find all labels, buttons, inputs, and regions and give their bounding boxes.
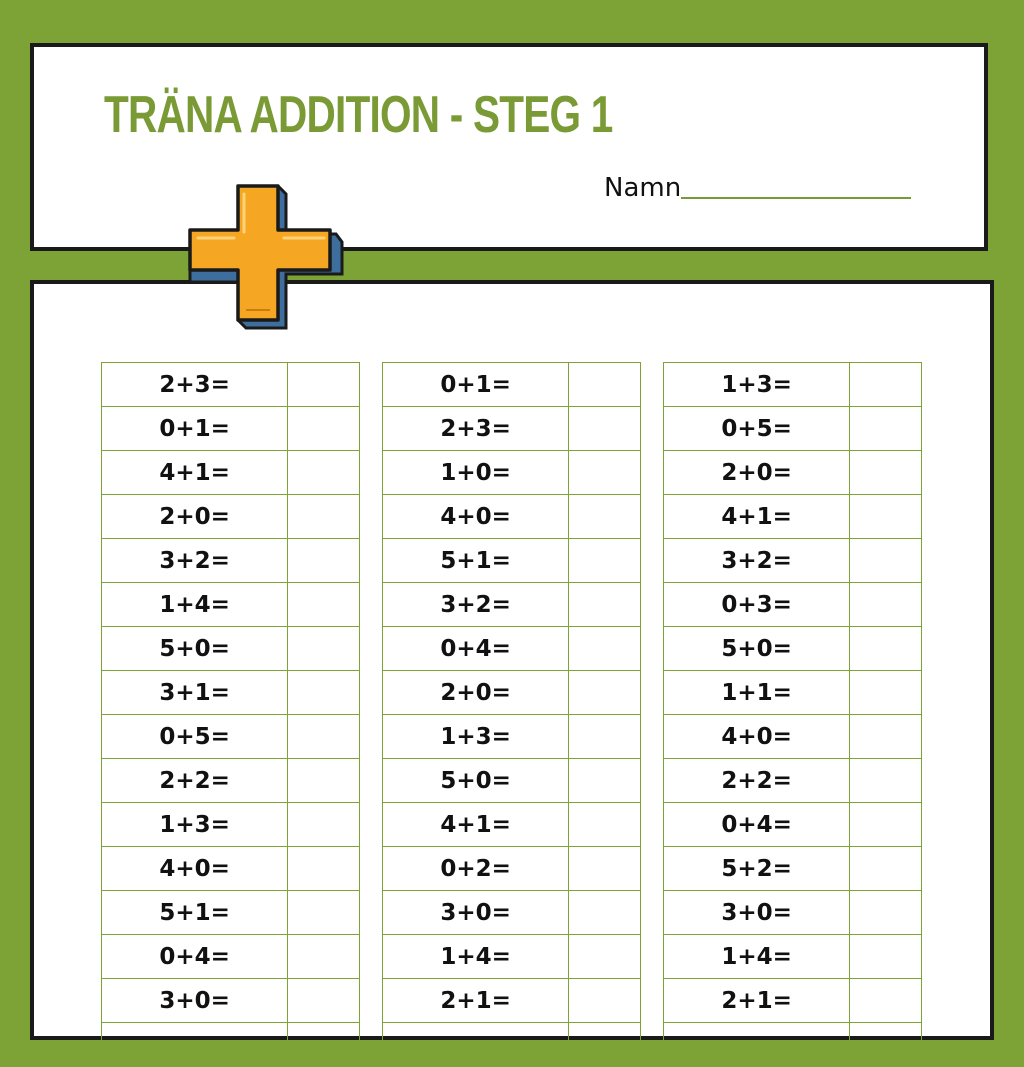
- problem-cell: 3+0=: [383, 891, 569, 935]
- problem-cell: 2+0=: [383, 671, 569, 715]
- problem-cell: [102, 1023, 288, 1067]
- answer-cell[interactable]: [850, 891, 922, 935]
- table-row: [383, 759, 641, 803]
- table-row: [664, 583, 922, 627]
- problem-cell: 2+3=: [383, 407, 569, 451]
- problem-cell: 3+1=: [102, 671, 288, 715]
- answer-cell[interactable]: [850, 583, 922, 627]
- table-row: [383, 627, 641, 671]
- answer-cell[interactable]: [850, 363, 922, 407]
- table-row: [102, 451, 360, 495]
- table-row: [102, 583, 360, 627]
- table-row: [664, 627, 922, 671]
- table-row: [102, 847, 360, 891]
- problem-cell: 2+2=: [102, 759, 288, 803]
- problem-cell: 2+0=: [102, 495, 288, 539]
- answer-cell[interactable]: [288, 891, 360, 935]
- answer-cell[interactable]: [288, 803, 360, 847]
- answer-cell[interactable]: [288, 671, 360, 715]
- answer-cell[interactable]: [569, 979, 641, 1023]
- table-row: [383, 935, 641, 979]
- answer-cell[interactable]: [288, 451, 360, 495]
- problem-column-2: [382, 362, 641, 1067]
- problem-cell: 5+0=: [383, 759, 569, 803]
- answer-cell[interactable]: [288, 495, 360, 539]
- problem-cell: 2+1=: [383, 979, 569, 1023]
- table-row: [383, 539, 641, 583]
- answer-cell[interactable]: [569, 847, 641, 891]
- table-row: [102, 715, 360, 759]
- answer-cell[interactable]: [850, 715, 922, 759]
- table-row: [383, 363, 641, 407]
- table-row: [102, 891, 360, 935]
- problem-cell: 1+4=: [383, 935, 569, 979]
- table-row: [664, 495, 922, 539]
- answer-cell[interactable]: [569, 539, 641, 583]
- answer-cell[interactable]: [569, 715, 641, 759]
- table-row: [664, 759, 922, 803]
- answer-cell[interactable]: [850, 451, 922, 495]
- problem-cell: 3+0=: [102, 979, 288, 1023]
- answer-cell[interactable]: [850, 627, 922, 671]
- problem-cell: 4+1=: [383, 803, 569, 847]
- problem-cell: 5+1=: [383, 539, 569, 583]
- answer-cell[interactable]: [569, 891, 641, 935]
- table-row: [664, 1023, 922, 1067]
- table-row: [383, 1023, 641, 1067]
- answer-cell[interactable]: [850, 539, 922, 583]
- answer-cell[interactable]: [569, 363, 641, 407]
- answer-cell[interactable]: [850, 407, 922, 451]
- table-row: [664, 539, 922, 583]
- table-row: [383, 451, 641, 495]
- answer-cell[interactable]: [569, 407, 641, 451]
- problem-cell: 4+1=: [102, 451, 288, 495]
- problem-cell: 0+1=: [102, 407, 288, 451]
- problem-cell: 1+3=: [102, 803, 288, 847]
- table-row: [102, 539, 360, 583]
- problem-cell: 4+1=: [664, 495, 850, 539]
- problem-cell: 3+0=: [664, 891, 850, 935]
- problem-cell: 5+1=: [102, 891, 288, 935]
- table-row: [102, 1023, 360, 1067]
- problem-cell: 3+2=: [664, 539, 850, 583]
- answer-cell[interactable]: [288, 363, 360, 407]
- table-row: [102, 495, 360, 539]
- plus-icon: [186, 182, 346, 332]
- name-label: Namn: [604, 173, 682, 203]
- problem-cell: 1+4=: [102, 583, 288, 627]
- problem-cell: 0+5=: [664, 407, 850, 451]
- answer-cell[interactable]: [288, 1023, 360, 1067]
- answer-cell[interactable]: [850, 495, 922, 539]
- answer-cell[interactable]: [569, 1023, 641, 1067]
- problem-cell: 0+4=: [383, 627, 569, 671]
- answer-cell[interactable]: [569, 627, 641, 671]
- problem-cell: 1+3=: [664, 363, 850, 407]
- answer-cell[interactable]: [288, 539, 360, 583]
- problem-cell: 5+0=: [664, 627, 850, 671]
- name-line[interactable]: [681, 197, 911, 199]
- problem-cell: 2+0=: [664, 451, 850, 495]
- table-row: [664, 363, 922, 407]
- answer-cell[interactable]: [288, 935, 360, 979]
- table-row: [664, 715, 922, 759]
- answer-cell[interactable]: [569, 671, 641, 715]
- table-row: [383, 583, 641, 627]
- problem-cell: 0+2=: [383, 847, 569, 891]
- problem-cell: 2+3=: [102, 363, 288, 407]
- answer-cell[interactable]: [288, 407, 360, 451]
- problem-cell: 1+3=: [383, 715, 569, 759]
- problem-cell: 4+0=: [664, 715, 850, 759]
- problem-cell: [664, 1023, 850, 1067]
- answer-cell[interactable]: [569, 495, 641, 539]
- problem-cell: 3+2=: [102, 539, 288, 583]
- table-row: [383, 847, 641, 891]
- answer-cell[interactable]: [288, 583, 360, 627]
- problem-cell: 3+2=: [383, 583, 569, 627]
- answer-cell[interactable]: [850, 935, 922, 979]
- table-row: [102, 803, 360, 847]
- answer-cell[interactable]: [569, 451, 641, 495]
- table-row: [102, 935, 360, 979]
- answer-cell[interactable]: [850, 847, 922, 891]
- table-row: [102, 979, 360, 1023]
- problem-cell: 0+3=: [664, 583, 850, 627]
- table-row: [383, 671, 641, 715]
- table-row: [102, 363, 360, 407]
- problem-cell: 0+1=: [383, 363, 569, 407]
- problem-cell: 5+2=: [664, 847, 850, 891]
- name-field[interactable]: [604, 173, 911, 203]
- table-row: [383, 979, 641, 1023]
- table-row: [383, 715, 641, 759]
- table-row: [664, 407, 922, 451]
- table-row: [383, 407, 641, 451]
- table-row: [664, 671, 922, 715]
- answer-cell[interactable]: [850, 759, 922, 803]
- problem-cell: 1+4=: [664, 935, 850, 979]
- problem-cell: 2+1=: [664, 979, 850, 1023]
- problem-cell: 0+5=: [102, 715, 288, 759]
- table-row: [664, 891, 922, 935]
- table-row: [102, 407, 360, 451]
- answer-cell[interactable]: [288, 627, 360, 671]
- table-row: [383, 803, 641, 847]
- table-row: [383, 891, 641, 935]
- answer-cell[interactable]: [850, 803, 922, 847]
- table-row: [664, 451, 922, 495]
- table-row: [383, 495, 641, 539]
- answer-cell[interactable]: [288, 979, 360, 1023]
- answer-cell[interactable]: [288, 847, 360, 891]
- answer-cell[interactable]: [569, 935, 641, 979]
- problem-column-1: [101, 362, 360, 1067]
- table-row: [664, 979, 922, 1023]
- answer-cell[interactable]: [850, 671, 922, 715]
- table-row: [664, 803, 922, 847]
- answer-cell[interactable]: [288, 759, 360, 803]
- problem-cell: 0+4=: [664, 803, 850, 847]
- problem-cell: 5+0=: [102, 627, 288, 671]
- problem-column-3: [663, 362, 922, 1067]
- answer-cell[interactable]: [569, 583, 641, 627]
- problem-cell: [383, 1023, 569, 1067]
- answer-cell[interactable]: [850, 979, 922, 1023]
- table-row: [664, 847, 922, 891]
- page-title: TRÄNA ADDITION - STEG 1: [104, 86, 613, 144]
- answer-cell[interactable]: [569, 759, 641, 803]
- problem-cell: 4+0=: [383, 495, 569, 539]
- table-row: [102, 759, 360, 803]
- problem-cell: 4+0=: [102, 847, 288, 891]
- answer-cell[interactable]: [569, 803, 641, 847]
- table-row: [102, 671, 360, 715]
- table-row: [664, 935, 922, 979]
- problem-cell: 1+0=: [383, 451, 569, 495]
- header-card: [30, 43, 988, 251]
- table-row: [102, 627, 360, 671]
- problem-cell: 2+2=: [664, 759, 850, 803]
- answer-cell[interactable]: [850, 1023, 922, 1067]
- problem-cell: 1+1=: [664, 671, 850, 715]
- answer-cell[interactable]: [288, 715, 360, 759]
- problem-cell: 0+4=: [102, 935, 288, 979]
